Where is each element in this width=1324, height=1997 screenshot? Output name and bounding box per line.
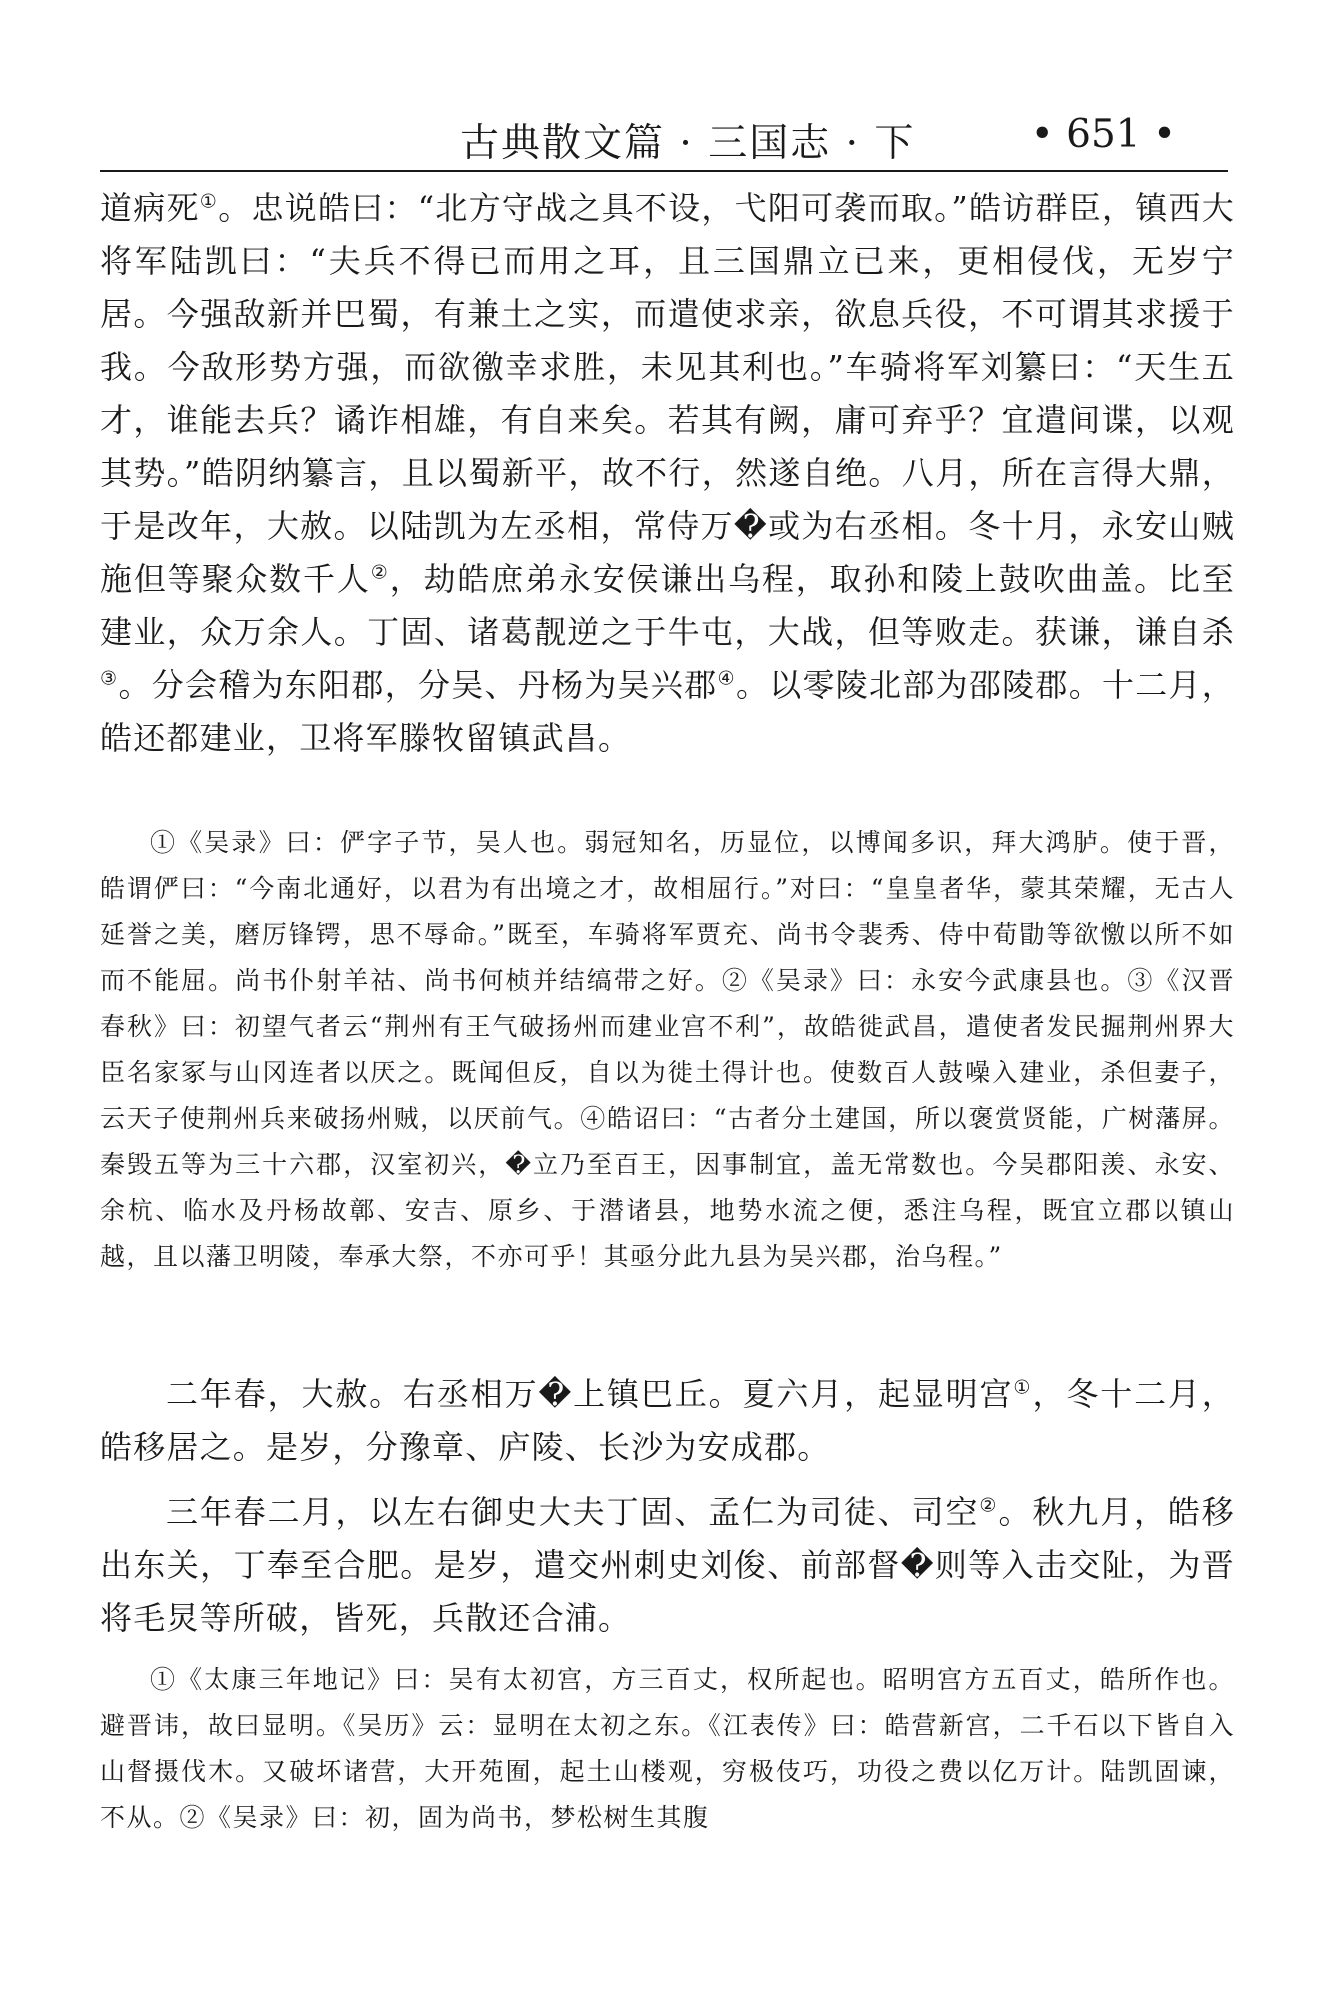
main-paragraph-3: 三年春二月，以左右御史大夫丁固、孟仁为司徒、司空②。秋九月，皓移出东关，丁奉至合肥。是岁，遣交州刺史刘俊、前部督�则等入击交阯，为晋将毛炅等所破，皆死，兵散还合浦。 — [100, 1493, 1235, 1637]
footnote-marker: ② — [370, 560, 390, 584]
annotation-block-2: ①《太康三年地记》曰：吴有太初宫，方三百丈，权所起也。昭明宫方五百丈，皓所作也。避晋讳，故曰显明。《吴历》云：显明在太初之东。《江表传》曰：皓营新宫，二千石以下皆自入山督摄伐木。又破坏诸营，大开苑囿，起土山楼观，穷极伎巧，功役之费以亿万计。陆凯固谏，不从。②《吴录》曰：初，固为尚书，梦松树生其腹 — [100, 1665, 1235, 1832]
annotation-block-1: ①《吴录》曰：俨字子节，吴人也。弱冠知名，历显位，以博闻多识，拜大鸿胪。使于晋，皓谓俨曰：“今南北通好，以君为有出境之才，故相屈行。”对曰：“皇皇者华，蒙其荣耀，无古人延誉之美，磨厉锋锷，思不辱命。”既至，车骑将军贾充、尚书令裴秀、侍中荀勖等欲憿以所不如而不能屈。尚书仆射羊祜、尚书何桢并结缟带之好。②《吴录》曰：永安今武康县也。③《汉晋春秋》曰：初望气者云“荆州有王气破扬州而建业宫不利”，故皓徙武昌，遣使者发民掘荆州界大臣名家冢与山冈连者以厌之。既闻但反，自以为徙土得计也。使数百人鼓噪入建业，杀但妻子，云天子使荆州兵来破扬州贼，以厌前气。④皓诏曰：“古者分土建国，所以褒赏贤能，广树藩屏。秦毁五等为三十六郡，汉室初兴，�立乃至百王，因事制宜，盖无常数也。今吴郡阳羡、永安、余杭、临水及丹杨故鄣、安吉、原乡、于潜诸县，地势水流之便，悉注乌程，既宜立郡以镇山越，且以藩卫明陵，奉承大祭，不亦可乎！其亟分此九县为吴兴郡，治乌程。” — [100, 828, 1235, 1271]
footnote-marker: ② — [979, 1493, 999, 1517]
footnote-marker: ④ — [717, 666, 736, 690]
footnote-marker: ③ — [100, 666, 119, 690]
page-number: • 651 • — [1030, 112, 1176, 157]
page-header — [100, 108, 1228, 172]
main-paragraph-1: 道病死①。忠说皓曰：“北方守战之具不设，弋阳可袭而取。”皓访群臣，镇西大将军陆凯曰：“夫兵不得已而用之耳，且三国鼎立已来，更相侵伐，无岁宁居。今强敌新并巴蜀，有兼土之实，而遣使求亲，欲息兵役，不可谓其求援于我。今敌形势方强，而欲徼幸求胜，未见其利也。”车骑将军刘纂曰：“天生五才，谁能去兵？谲诈相雄，有自来矣。若其有阙，庸可弃乎？宜遣间谍，以观其势。”皓阴纳纂言，且以蜀新平，故不行，然遂自绝。八月，所在言得大鼎，于是改年，大赦。以陆凯为左丞相，常侍万�或为右丞相。冬十月，永安山贼施但等聚众数千人②，劫皓庶弟永安侯谦出乌程，取孙和陵上鼓吹曲盖。比至建业，众万余人。丁固、诸葛靓逆之于牛屯，大战，但等败走。获谦，谦自杀③。分会稽为东阳郡，分吴、丹杨为吴兴郡④。以零陵北部为邵陵郡。十二月，皓还都建业，卫将军滕牧留镇武昌。 — [100, 189, 1236, 757]
main-paragraph-2: 二年春，大赦。右丞相万�上镇巴丘。夏六月，起显明宫①，冬十二月，皓移居之。是岁，分豫章、庐陵、长沙为安成郡。 — [100, 1375, 1236, 1466]
running-title: 古典散文篇 · 三国志 · 下 — [460, 121, 916, 166]
footnote-marker: ① — [1013, 1375, 1033, 1399]
footnote-marker: ① — [199, 189, 219, 213]
